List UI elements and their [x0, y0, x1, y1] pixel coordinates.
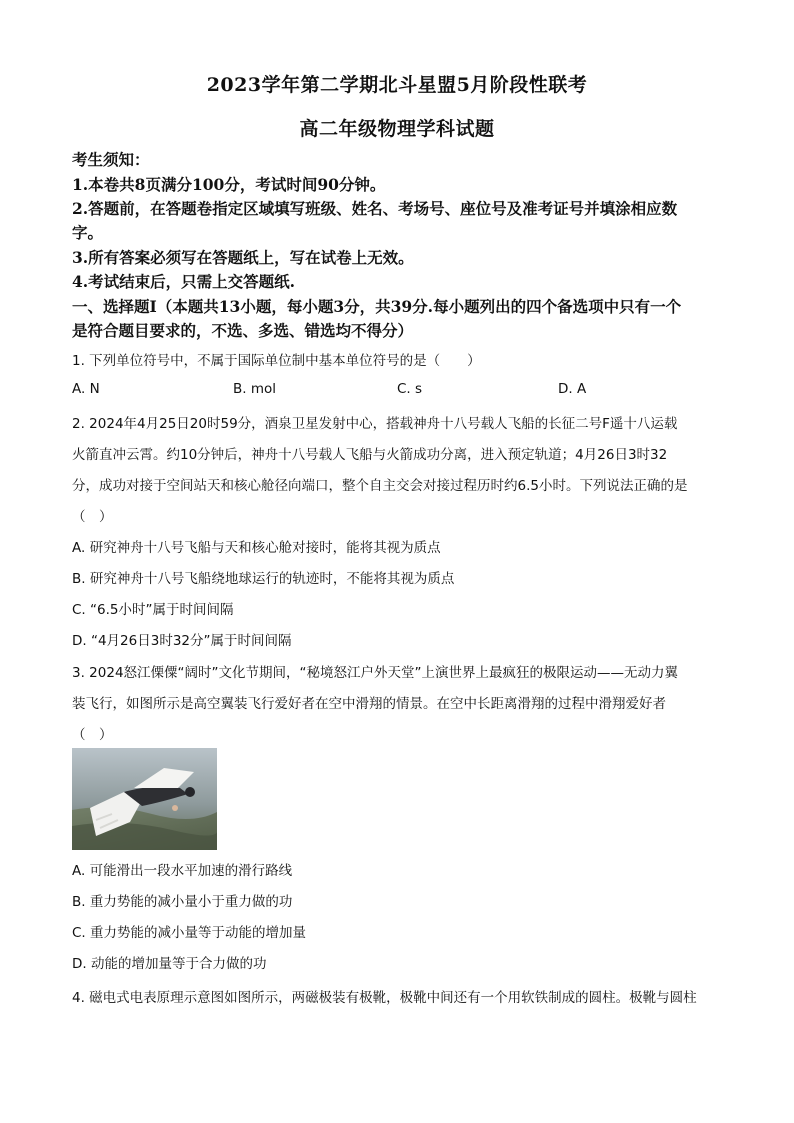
option-d: D. A	[558, 381, 587, 397]
question-2-stem: 2. 2024年4月25日20时59分，酒泉卫星发射中心，搭载神舟十八号载人飞船的长征二号F遥十八运载	[72, 416, 678, 432]
question-3-option-d: D. 动能的增加量等于合力做的功	[72, 956, 267, 972]
question-3-option-c: C. 重力势能的减小量等于动能的增加量	[72, 925, 307, 941]
section-heading: 一、选择题Ⅰ（本题共13小题，每小题3分，共39分.每小题列出的四个备选项中只有一个	[72, 297, 682, 316]
question-2-option-a: A. 研究神舟十八号飞船与天和核心舱对接时，能将其视为质点	[72, 540, 441, 556]
option-a: A. N	[72, 381, 100, 397]
notice-item: 2.答题前，在答题卷指定区域填写班级、姓名、考场号、座位号及准考证号并填涂相应数	[72, 199, 678, 218]
question-2-option-d: D. “4月26日3时32分”属于时间间隔	[72, 633, 292, 649]
exam-subtitle: 高二年级物理学科试题	[299, 118, 495, 140]
question-3-answer-bracket: （ ）	[72, 727, 113, 743]
question-2-answer-bracket: （ ）	[72, 509, 113, 525]
question-2-option-c: C. “6.5小时”属于时间间隔	[72, 602, 234, 618]
notice-heading: 考生须知：	[72, 150, 150, 169]
section-heading-cont: 是符合题目要求的，不选、多选、错选均不得分）	[72, 321, 414, 340]
question-2-stem-cont: 分，成功对接于空间站天和核心舱径向端口，整个自主交会对接过程历时约6.5小时。下列说法正确的是	[72, 478, 688, 494]
option-c: C. s	[397, 381, 423, 397]
notice-item: 4.考试结束后，只需上交答题纸.	[72, 272, 296, 291]
question-3-option-a: A. 可能滑出一段水平加速的滑行路线	[72, 863, 293, 879]
notice-item: 1.本卷共8页满分100分，考试时间90分钟。	[72, 175, 386, 194]
exam-title: 2023学年第二学期北斗星盟5月阶段性联考	[206, 74, 588, 96]
question-3-option-b: B. 重力势能的减小量小于重力做的功	[72, 894, 293, 910]
notice-item: 字。	[72, 223, 104, 242]
question-2-stem-cont: 火箭直冲云霄。约10分钟后，神舟十八号载人飞船与火箭成功分离，进入预定轨道；4月26日3时32	[72, 447, 668, 463]
question-4-stem: 4. 磁电式电表原理示意图如图所示，两磁极装有极靴，极靴中间还有一个用软铁制成的圆柱。极靴与圆柱	[72, 990, 697, 1006]
notice-item: 3.所有答案必须写在答题纸上，写在试卷上无效。	[72, 248, 414, 267]
question-1-stem: 1. 下列单位符号中，不属于国际单位制中基本单位符号的是（ ）	[72, 353, 481, 369]
wingsuit-flyer-photo	[72, 748, 217, 850]
question-3-stem-cont: 装飞行，如图所示是高空翼装飞行爱好者在空中滑翔的情景。在空中长距离滑翔的过程中滑翔爱好者	[72, 696, 666, 712]
question-2-option-b: B. 研究神舟十八号飞船绕地球运行的轨迹时，不能将其视为质点	[72, 571, 455, 587]
question-3-stem: 3. 2024怒江傈僳“阔时”文化节期间，“秘境怒江户外天堂”上演世界上最疯狂的极限运动——无动力翼	[72, 665, 679, 681]
option-b: B. mol	[233, 381, 277, 397]
